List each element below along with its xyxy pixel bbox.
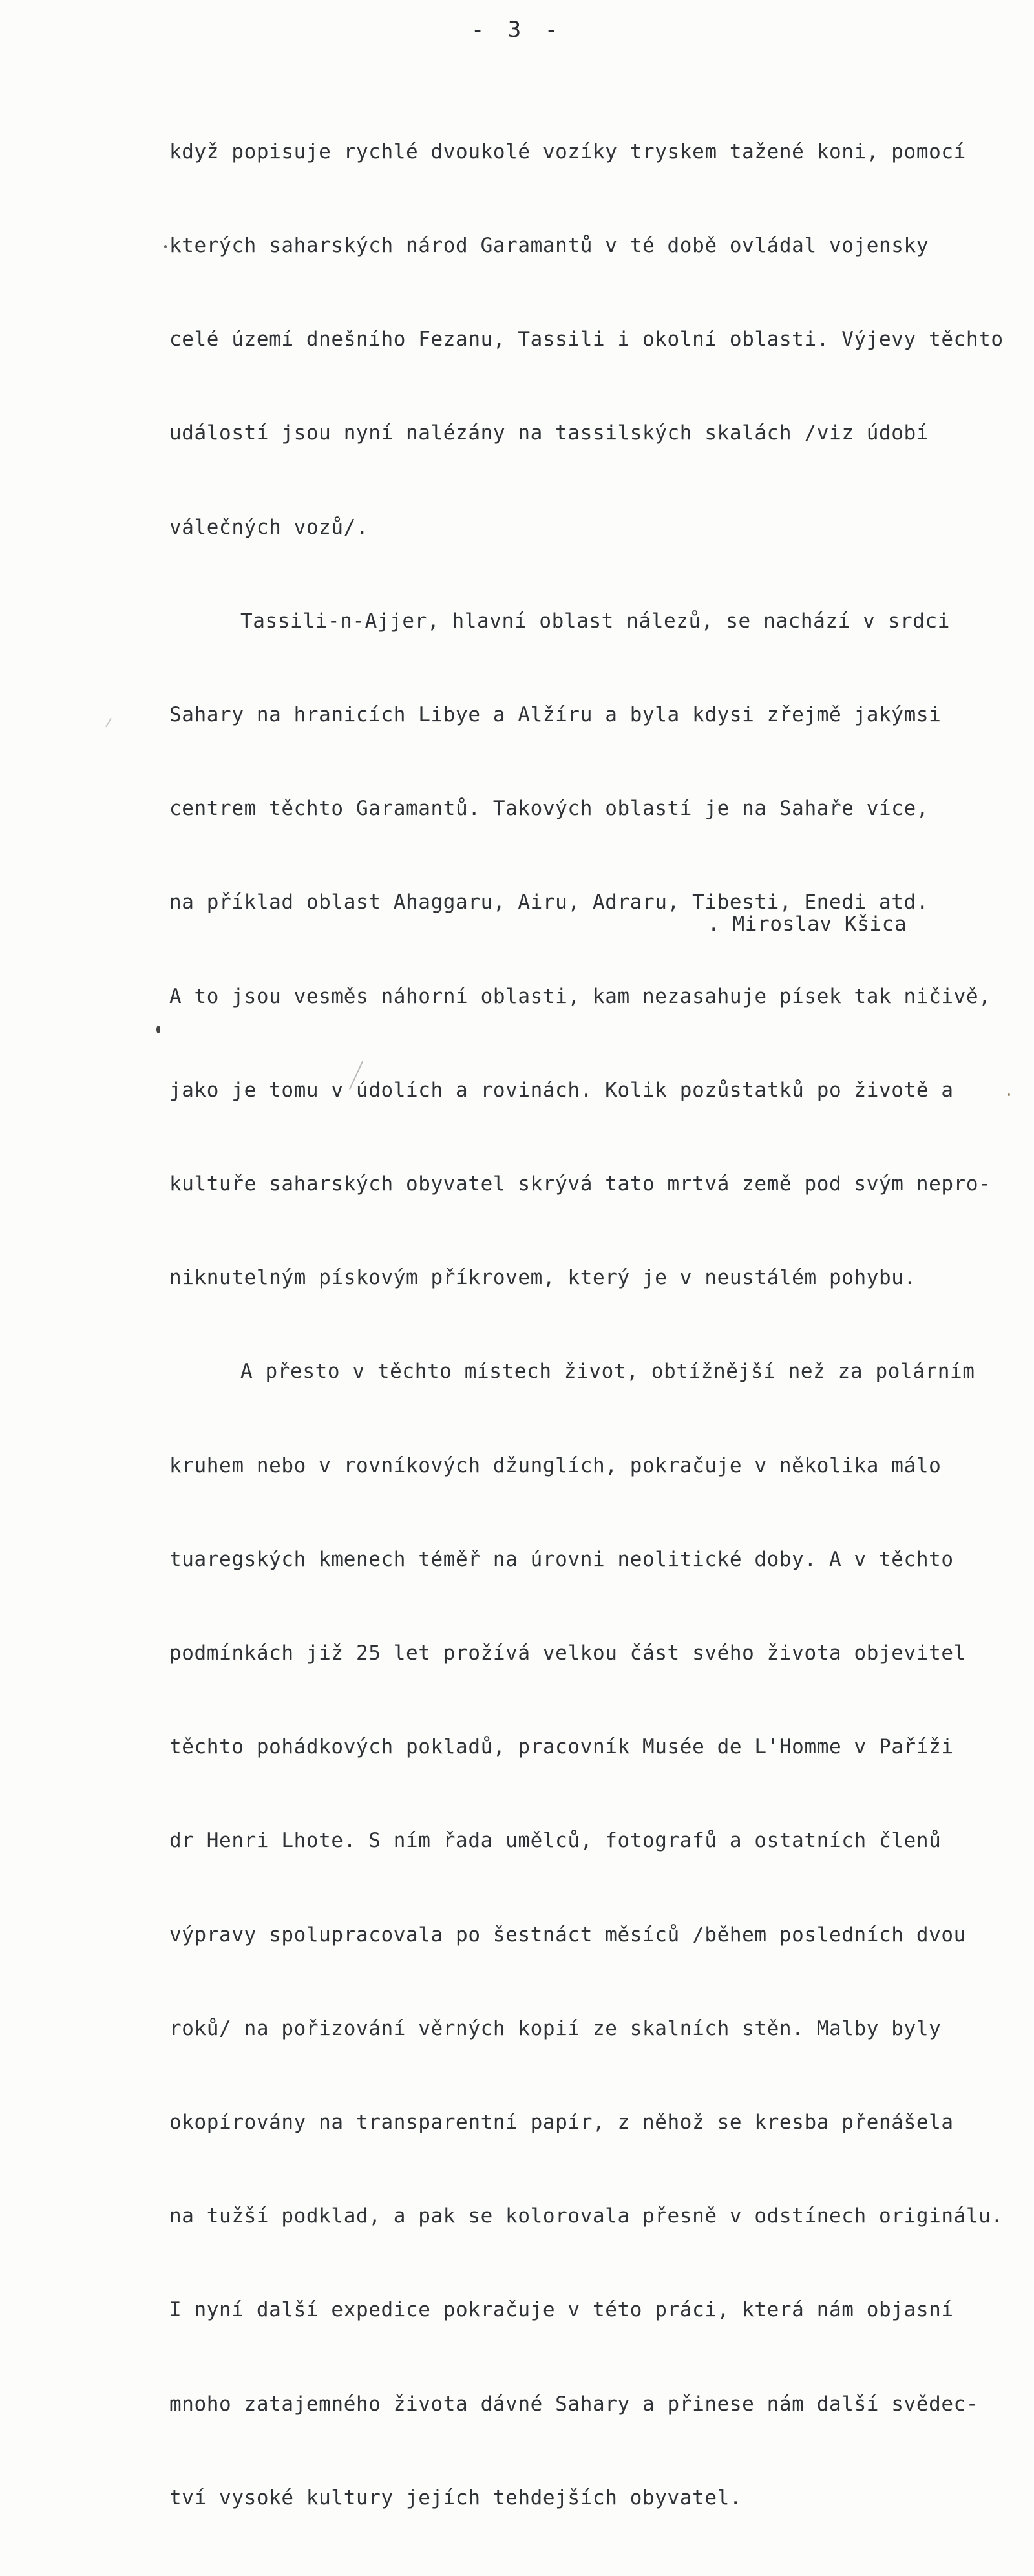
ink-speck — [164, 245, 167, 248]
text-line: výpravy spolupracovala po šestnáct měsíců /během posledních dvou — [169, 1923, 966, 1947]
author-signature-line: . Miroslav Kšica — [708, 913, 907, 936]
text-line: když popisuje rychlé dvoukolé vozíky tryskem tažené koni, pomocí — [169, 140, 966, 164]
text-line: mnoho zatajemného života dávné Sahary a přinese nám další svědec- — [169, 2392, 979, 2416]
text-line: Sahary na hranicích Libye a Alžíru a byla kdysi zřejmě jakýmsi — [169, 703, 942, 727]
text-line: podmínkách již 25 let prožívá velkou část svého života objevitel — [169, 1642, 966, 1665]
text-line: kruhem nebo v rovníkových džunglích, pokračuje v několika málo — [169, 1453, 942, 1477]
text-line: roků/ na pořizování věrných kopií ze skalních stěn. Malby byly — [169, 2016, 942, 2040]
paragraph-start-line: Tassili-n-Ajjer, hlavní oblast nálezů, se nachází v srdci — [240, 609, 951, 633]
text-line: niknutelným pískovým příkrovem, který je v neustálém pohybu. — [169, 1266, 916, 1290]
ink-speck — [156, 1026, 160, 1033]
text-line: událostí jsou nyní nalézány na tassilských skalách /viz údobí — [169, 421, 929, 445]
page-number: - 3 - — [470, 17, 564, 43]
body-text — [169, 74, 1029, 2576]
text-line: dr Henri Lhote. S ním řada umělců, fotografů a ostatních členů — [169, 1829, 942, 1853]
text-line: těchto pohádkových pokladů, pracovník Musée de L'Homme v Paříži — [169, 1735, 954, 1759]
paragraph-start-line: A přesto v těchto místech život, obtížnější než za polárním — [240, 1360, 975, 1384]
text-line: I nyní další expedice pokračuje v této práci, která nám objasní — [169, 2298, 954, 2322]
text-line: na tužší podklad, a pak se kolorovala přesně v odstínech originálu. — [169, 2204, 1004, 2228]
text-line: kterých saharských národ Garamantů v té době ovládal vojensky — [169, 234, 929, 258]
text-line: kultuře saharských obyvatel skrývá tato mrtvá země pod svým nepro- — [169, 1172, 991, 1196]
text-line: jako je tomu v údolích a rovinách. Kolik pozůstatků po životě a — [169, 1078, 954, 1102]
pencil-stroke — [105, 718, 112, 728]
text-line: okopírovány na transparentní papír, z něhož se kresba přenášela — [169, 2111, 954, 2135]
text-line: centrem těchto Garamantů. Takových oblastí je na Sahaře více, — [169, 797, 929, 821]
ink-speck — [1008, 1093, 1010, 1096]
text-line: A to jsou vesměs náhorní oblasti, kam nezasahuje písek tak ničivě, — [169, 984, 991, 1008]
text-line: válečných vozů/. — [169, 515, 369, 539]
text-line: tuaregských kmenech téměř na úrovni neolitické doby. A v těchto — [169, 1547, 954, 1571]
text-line: na příklad oblast Ahaggaru, Airu, Adraru, Tibesti, Enedi atd. — [169, 891, 929, 914]
text-line: celé území dnešního Fezanu, Tassili i okolní oblasti. Výjevy těchto — [169, 328, 1004, 352]
text-line: tví vysoké kultury jejích tehdejších obyvatel. — [169, 2486, 743, 2509]
